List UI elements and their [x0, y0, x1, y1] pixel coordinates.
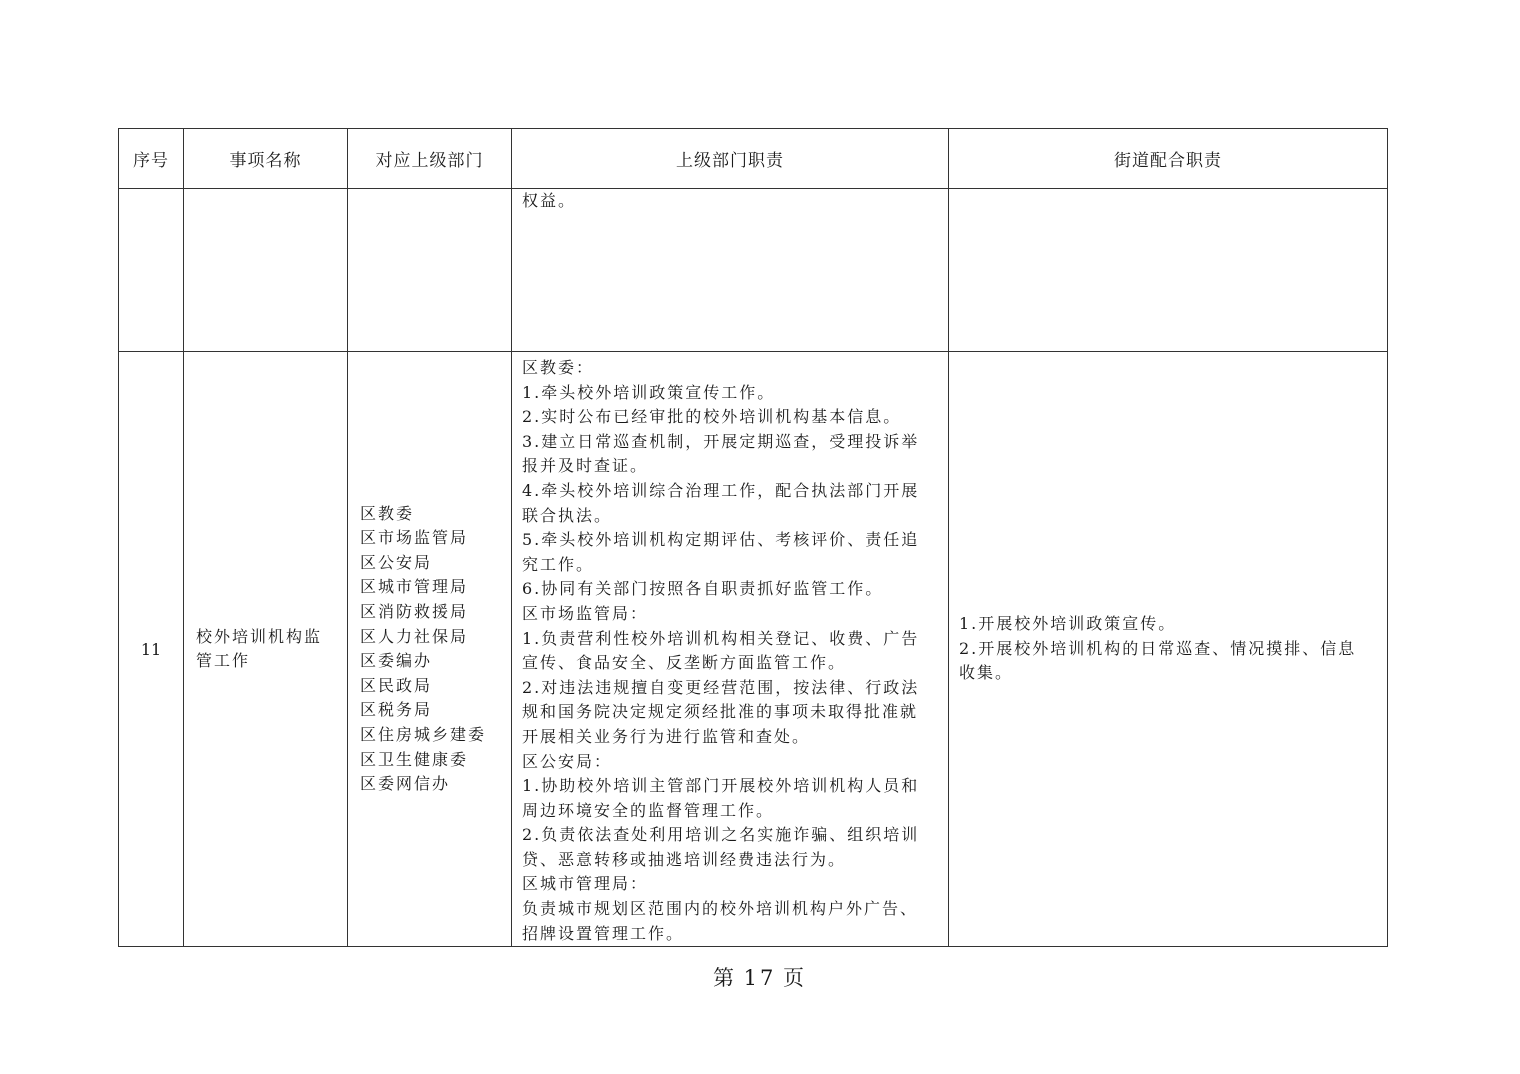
duty-line: 贷、恶意转移或抽逃培训经费违法行为。 — [522, 849, 847, 869]
duty-table — [118, 128, 1388, 947]
page-footer — [0, 962, 1520, 992]
cell-street-duties — [949, 352, 1388, 947]
page-suffix: 页 — [783, 966, 808, 990]
cell-dept-duties — [512, 352, 949, 947]
department-item: 区住房城乡建委 — [360, 724, 487, 744]
duty-line: 区公安局： — [522, 751, 613, 771]
duty-line: 1.负责营利性校外培训机构相关登记、收费、广告 — [522, 628, 920, 648]
duty-line: 报并及时查证。 — [522, 456, 649, 476]
duty-line: 开展相关业务行为进行监管和查处。 — [522, 726, 811, 746]
duty-line: 权益。 — [522, 191, 577, 210]
duty-line: 联合执法。 — [522, 505, 613, 525]
table-row-continued — [119, 189, 1388, 352]
header-dept-duties: 上级部门职责 — [512, 129, 949, 189]
cell-department — [348, 352, 512, 947]
department-item: 区消防救援局 — [360, 601, 469, 621]
department-item: 区民政局 — [360, 675, 433, 695]
header-row — [119, 129, 1388, 189]
header-seq: 序号 — [119, 129, 184, 189]
duty-line: 区市场监管局： — [522, 603, 649, 623]
cell-department — [348, 189, 512, 352]
duty-line: 规和国务院决定规定须经批准的事项未取得批准就 — [522, 702, 919, 722]
cell-item-name — [184, 189, 348, 352]
department-item: 区人力社保局 — [360, 626, 469, 646]
duty-line: 1.牵头校外培训政策宣传工作。 — [522, 382, 776, 402]
header-item-name: 事项名称 — [184, 129, 348, 189]
duty-line: 5.牵头校外培训机构定期评估、考核评价、责任追 — [522, 530, 920, 550]
duty-line: 周边环境安全的监督管理工作。 — [522, 800, 775, 820]
street-duty-line: 1.开展校外培训政策宣传。 — [959, 614, 1177, 634]
duty-line: 区教委： — [522, 358, 595, 377]
page-prefix: 第 — [712, 966, 737, 990]
street-duty-line: 2.开展校外培训机构的日常巡查、情况摸排、信息 — [959, 638, 1357, 658]
duty-line: 宣传、食品安全、反垄断方面监管工作。 — [522, 653, 847, 673]
duty-line: 4.牵头校外培训综合治理工作，配合执法部门开展 — [522, 480, 920, 500]
department-item: 区卫生健康委 — [360, 749, 469, 769]
cell-street-duties — [949, 189, 1388, 352]
duty-line: 3.建立日常巡查机制，开展定期巡查，受理投诉举 — [522, 431, 920, 451]
page-number: 17 — [743, 966, 777, 990]
cell-seq — [119, 189, 184, 352]
duty-line: 负责城市规划区范围内的校外培训机构户外广告、 — [522, 899, 919, 919]
duty-line: 2.实时公布已经审批的校外培训机构基本信息。 — [522, 407, 902, 427]
duty-line: 2.负责依法查处利用培训之名实施诈骗、组织培训 — [522, 825, 920, 845]
cell-dept-duties — [512, 189, 949, 352]
header-street-duties: 街道配合职责 — [949, 129, 1388, 189]
street-duty-line: 收集。 — [959, 663, 1014, 683]
duty-line: 区城市管理局： — [522, 874, 649, 894]
department-item: 区教委 — [360, 503, 415, 523]
duty-line: 2.对违法违规擅自变更经营范围，按法律、行政法 — [522, 677, 920, 697]
duty-line: 究工作。 — [522, 554, 595, 574]
department-item: 区城市管理局 — [360, 577, 469, 597]
header-department: 对应上级部门 — [348, 129, 512, 189]
department-item: 区市场监管局 — [360, 528, 469, 548]
duty-line: 1.协助校外培训主管部门开展校外培训机构人员和 — [522, 776, 920, 796]
cell-item-name: 校外培训机构监管工作 — [184, 352, 348, 947]
duty-line: 6.协同有关部门按照各自职责抓好监管工作。 — [522, 579, 884, 599]
department-item: 区委网信办 — [360, 774, 451, 794]
department-item: 区委编办 — [360, 651, 433, 671]
duty-line: 招牌设置管理工作。 — [522, 923, 685, 943]
cell-seq: 11 — [119, 352, 184, 947]
department-item: 区公安局 — [360, 552, 433, 572]
department-item: 区税务局 — [360, 700, 433, 720]
table-row-11 — [119, 352, 1388, 947]
